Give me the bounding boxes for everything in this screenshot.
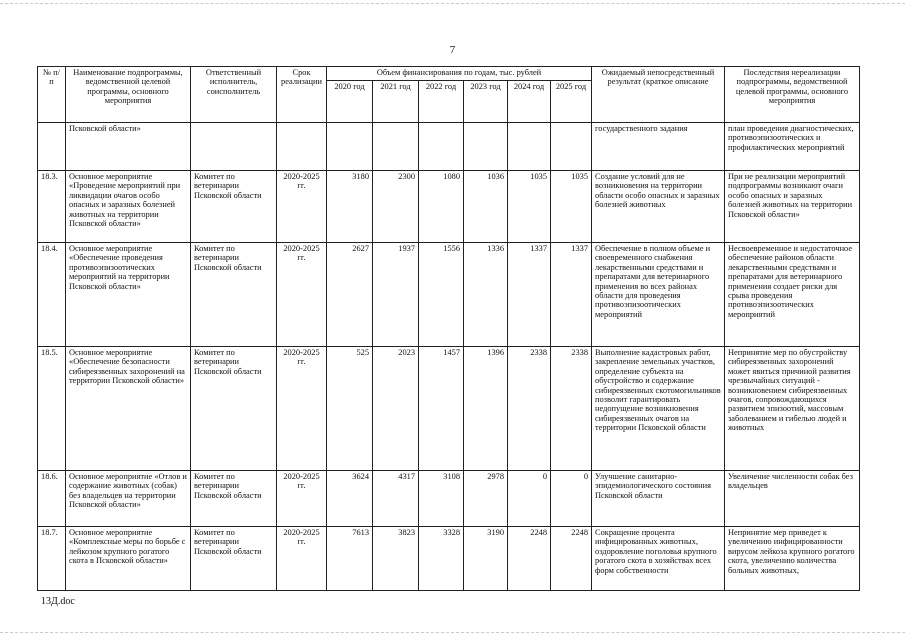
- row-value-2025: 1337: [551, 243, 592, 347]
- row-term: 2020-2025 гг.: [277, 243, 327, 347]
- row-value-2025: 1035: [551, 171, 592, 243]
- row-executor: Комитет по ветеринарии Псковской области: [191, 471, 277, 527]
- row-value-2025: 2338: [551, 347, 592, 471]
- row-value-2022: 3328: [419, 527, 464, 591]
- row-value-2024: 0: [508, 471, 551, 527]
- row-value-2021: 2300: [373, 171, 419, 243]
- row-consequences: Непринятие мер приведет к увеличению инфицированности вирусом лейкоза крупного рогатого скота, увеличению количества больных животных,: [725, 527, 860, 591]
- row-result: Выполнение кадастровых работ, закрепление земельных участков, определение субъекта на обустройство и содержание сибиреязвенных скотомогильников позволит гарантировать недопущение возникновения сибиреязвенных очагов на территории Псковской области: [592, 347, 725, 471]
- row-value-2020: 3624: [327, 471, 373, 527]
- header-executor: Ответственный исполнитель, соисполнитель: [191, 67, 277, 123]
- row-value-2022: 1080: [419, 171, 464, 243]
- row-value-2024: 2338: [508, 347, 551, 471]
- row-consequences: Несвоевременное и недостаточное обеспечение районов области лекарственными средствами и препаратами для ветеринарного применения создает риски для срыва проведения противоэпизоотических мероприятий: [725, 243, 860, 347]
- table-row: [38, 171, 860, 243]
- row-name: Основное мероприятие «Проведение мероприятий при ликвидации очагов особо опасных и заразных болезней животных на территории Псковской области»: [66, 171, 191, 243]
- row-executor: Комитет по ветеринарии Псковской области: [191, 243, 277, 347]
- row-value-2021: 1937: [373, 243, 419, 347]
- row-term: 2020-2025 гг.: [277, 527, 327, 591]
- table-header: [38, 67, 860, 123]
- row-term: 2020-2025 гг.: [277, 347, 327, 471]
- row-executor: [191, 123, 277, 171]
- row-value-2023: [464, 123, 508, 171]
- row-value-2021: [373, 123, 419, 171]
- footer-filename: 13Д.doc: [41, 596, 75, 607]
- row-value-2021: 3823: [373, 527, 419, 591]
- row-executor: Комитет по ветеринарии Псковской области: [191, 171, 277, 243]
- row-consequences: Непринятие мер по обустройству сибиреязвенных захоронений может явиться причиной развития чрезвычайных ситуаций - возникновением сибиреязвенных очагов, сопровождающихся развитием эпизоотий, массовым заболеванием и гибелью людей и животных: [725, 347, 860, 471]
- scan-edge-bottom: [0, 632, 905, 635]
- row-value-2024: 1337: [508, 243, 551, 347]
- row-executor: Комитет по ветеринарии Псковской области: [191, 347, 277, 471]
- header-funding: Объем финансирования по годам, тыс. рублей: [327, 67, 592, 81]
- row-num: [38, 123, 66, 171]
- table-row: [38, 123, 860, 171]
- header-year: 2024 год: [508, 81, 551, 123]
- funding-table: [37, 66, 860, 591]
- row-value-2022: 1556: [419, 243, 464, 347]
- row-name: Основное мероприятие «Комплексные меры по борьбе с лейкозом крупного рогатого скота в Псковской области»: [66, 527, 191, 591]
- table-row: [38, 347, 860, 471]
- row-result: государственного задания: [592, 123, 725, 171]
- row-value-2020: 525: [327, 347, 373, 471]
- header-result: Ожидаемый непосредственный результат (краткое описание: [592, 67, 725, 123]
- row-value-2021: 4317: [373, 471, 419, 527]
- row-result: Обеспечение в полном объеме и своевременного снабжения лекарственными средствами и препаратами для ветеринарного применения во всех районах области для проведения противоэпизоотических мероприятий: [592, 243, 725, 347]
- row-executor: Комитет по ветеринарии Псковской области: [191, 527, 277, 591]
- row-value-2022: 3108: [419, 471, 464, 527]
- row-term: [277, 123, 327, 171]
- row-value-2020: 7613: [327, 527, 373, 591]
- row-consequences: Увеличение численности собак без владельцев: [725, 471, 860, 527]
- scan-edge-top: [0, 0, 905, 4]
- row-name: Основное мероприятие «Отлов и содержание животных (собак) без владельцев на территории Псковской области»: [66, 471, 191, 527]
- header-name: Наименование подпрограммы, ведомственной целевой программы, основного мероприятия: [66, 67, 191, 123]
- row-num: 18.7.: [38, 527, 66, 591]
- row-term: 2020-2025 гг.: [277, 171, 327, 243]
- row-num: 18.6.: [38, 471, 66, 527]
- row-value-2024: 1035: [508, 171, 551, 243]
- row-value-2023: 1036: [464, 171, 508, 243]
- row-value-2020: [327, 123, 373, 171]
- row-value-2020: 3180: [327, 171, 373, 243]
- header-num: № п/п: [38, 67, 66, 123]
- row-value-2023: 1336: [464, 243, 508, 347]
- row-value-2023: 2978: [464, 471, 508, 527]
- row-value-2025: 0: [551, 471, 592, 527]
- row-name: Основное мероприятие «Обеспечение безопасности сибиреязвенных захоронений на территории Псковской области»: [66, 347, 191, 471]
- row-value-2022: 1457: [419, 347, 464, 471]
- header-year: 2022 год: [419, 81, 464, 123]
- header-year: 2021 год: [373, 81, 419, 123]
- row-value-2025: 2248: [551, 527, 592, 591]
- header-term: Срок реализации: [277, 67, 327, 123]
- row-result: Сокращение процента инфицированных животных, оздоровление поголовья крупного рогатого скота в хозяйствах всех форм собственности: [592, 527, 725, 591]
- row-num: 18.4.: [38, 243, 66, 347]
- header-year: 2023 год: [464, 81, 508, 123]
- row-value-2020: 2627: [327, 243, 373, 347]
- header-consequences: Последствия нереализации подпрограммы, ведомственной целевой программы, основного мероприятия: [725, 67, 860, 123]
- row-consequences: план проведения диагностических, противоэпизоотических и профилактических мероприятий: [725, 123, 860, 171]
- row-term: 2020-2025 гг.: [277, 471, 327, 527]
- header-year: 2025 год: [551, 81, 592, 123]
- row-value-2024: 2248: [508, 527, 551, 591]
- table-row: [38, 471, 860, 527]
- page-number: 7: [449, 44, 456, 56]
- table-row: [38, 527, 860, 591]
- row-value-2024: [508, 123, 551, 171]
- row-value-2023: 3190: [464, 527, 508, 591]
- row-result: Улучшение санитарно-эпидемиологического состояния Псковской области: [592, 471, 725, 527]
- row-num: 18.5.: [38, 347, 66, 471]
- row-consequences: При не реализации мероприятий подпрограммы возникают очаги особо опасных и заразных болезней животных на территории Псковской области»: [725, 171, 860, 243]
- row-value-2022: [419, 123, 464, 171]
- table-row: [38, 243, 860, 347]
- row-name: Основное мероприятие «Обеспечение проведения противоэпизоотических мероприятий на территории Псковской области»: [66, 243, 191, 347]
- row-num: 18.3.: [38, 171, 66, 243]
- row-result: Создание условий для не возникновения на территории области особо опасных и заразных болезней животных: [592, 171, 725, 243]
- row-value-2025: [551, 123, 592, 171]
- row-value-2023: 1396: [464, 347, 508, 471]
- row-value-2021: 2023: [373, 347, 419, 471]
- row-name: Псковской области»: [66, 123, 191, 171]
- header-year: 2020 год: [327, 81, 373, 123]
